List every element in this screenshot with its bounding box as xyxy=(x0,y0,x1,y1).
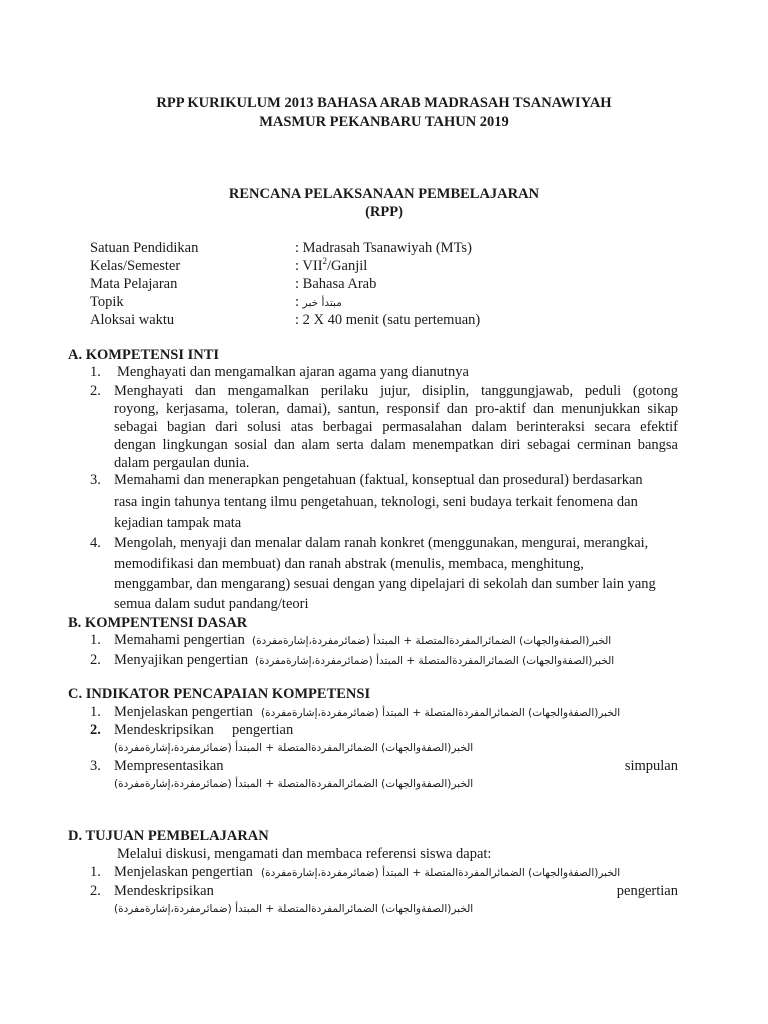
kd-item-1-arabic: الخبر(الصفةوالجهات) الضمائرالمفردةالمتصلة + المبتدأ (ضمائرمفردة،إشارةمفردة) xyxy=(252,635,612,647)
kd-item-2-number: 2. xyxy=(90,652,101,668)
identity-value-kelas: : VII$^2$/Ganjil xyxy=(295,256,368,274)
ki-item-2-line-5: dalam pergaulan dunia. xyxy=(114,455,250,471)
ki-item-3-number: 3. xyxy=(90,472,101,488)
document-subtitle: (RPP) xyxy=(365,204,403,220)
tujuan-item-2-number: 2. xyxy=(90,883,101,899)
identity-label-topik: Topik xyxy=(90,294,124,310)
identity-label-alokasi: Aloksai waktu xyxy=(90,312,175,328)
ki-item-4-line-2: memodifikasi dan membuat) dan ranah abstrak (menulis, membaca, menghitung, xyxy=(114,556,584,572)
document-header-line2: MASMUR PEKANBARU TAHUN 2019 xyxy=(259,114,509,130)
document-title: RENCANA PELAKSANAAN PEMBELAJARAN xyxy=(228,186,540,202)
identity-label-mapel: Mata Pelajaran xyxy=(90,276,178,292)
ipk-item-2-arabic: الخبر(الصفةوالجهات) الضمائرالمفردةالمتصلة + المبتدأ (ضمائرمفردة،إشارةمفردة) xyxy=(114,742,474,754)
ki-item-2-line-1: Menghayati dan mengamalkan perilaku jujur, disiplin, tanggungjawab, peduli (gotong xyxy=(114,383,678,399)
document-header-line1: RPP KURIKULUM 2013 BAHASA ARAB MADRASAH TSANAWIYAH xyxy=(156,95,612,111)
ki-item-4-number: 4. xyxy=(90,535,101,551)
ipk-item-1-number: 1. xyxy=(90,704,101,720)
ki-item-3-line-3: kejadian tampak mata xyxy=(114,515,242,531)
ki-item-2-line-4: dengan lingkungan sosial dan alam serta dalam menempatkan diri sebagai cerminan bangsa xyxy=(114,437,678,453)
ipk-item-2-number: 2. xyxy=(90,722,101,738)
tujuan-intro: Melalui diskusi, mengamati dan membaca referensi siswa dapat: xyxy=(117,846,492,862)
tujuan-item-1-text: Menjelaskan pengertian xyxy=(114,864,253,880)
identity-value-topik: : مبتدأ خبر xyxy=(295,294,342,310)
ki-item-2-line-3: sebagai bagian dari solusi atas berbagai permasalahan dalam berinteraksi secara efektif xyxy=(114,419,678,435)
ki-item-4-line-4: semua dalam sudut pandang/teori xyxy=(114,596,309,612)
tujuan-item-1-arabic: الخبر(الصفةوالجهات) الضمائرالمفردةالمتصلة + المبتدأ (ضمائرمفردة،إشارةمفردة) xyxy=(261,867,621,879)
ki-item-3-line-1: Memahami dan menerapkan pengetahuan (faktual, konseptual dan prosedural) berdasarkan xyxy=(114,472,643,488)
ipk-item-1-text: Menjelaskan pengertian xyxy=(114,704,253,720)
ki-item-2-line-2: royong, kerjasama, toleran, damai), santun, responsif dan pro-aktif dan menunjukkan sikap xyxy=(114,401,678,417)
identity-value-satuan: : Madrasah Tsanawiyah (MTs) xyxy=(295,240,472,256)
section-c-heading: C. INDIKATOR PENCAPAIAN KOMPETENSI xyxy=(68,686,371,702)
ki-item-1-number: 1. xyxy=(90,364,101,380)
ipk-item-2-text: Mendeskripsikan pengertian xyxy=(114,722,294,738)
identity-label-satuan: Satuan Pendidikan xyxy=(90,240,199,256)
tujuan-item-1-number: 1. xyxy=(90,864,101,880)
ki-item-2-number: 2. xyxy=(90,383,101,399)
ki-item-4-line-1: Mengolah, menyaji dan menalar dalam ranah konkret (menggunakan, mengurai, merangkai, xyxy=(114,535,649,551)
ipk-item-1-arabic: الخبر(الصفةوالجهات) الضمائرالمفردةالمتصلة + المبتدأ (ضمائرمفردة،إشارةمفردة) xyxy=(261,707,621,719)
ki-item-3-line-2: rasa ingin tahunya tentang ilmu pengetahuan, teknologi, seni budaya terkait fenomena dan xyxy=(114,494,638,510)
identity-value-alokasi: : 2 X 40 menit (satu pertemuan) xyxy=(295,312,481,328)
section-a-heading: A. KOMPETENSI INTI xyxy=(68,347,220,363)
ki-item-4-line-3: menggambar, dan mengarang) sesuai dengan yang dipelajari di sekolah dan sumber lain yang xyxy=(114,576,656,592)
ki-item-1-text: Menghayati dan mengamalkan ajaran agama yang dianutnya xyxy=(117,364,469,380)
identity-label-kelas: Kelas/Semester xyxy=(90,258,181,274)
ipk-item-3-number: 3. xyxy=(90,758,101,774)
section-d-heading: D. TUJUAN PEMBELAJARAN xyxy=(68,828,269,844)
identity-value-mapel: : Bahasa Arab xyxy=(295,276,377,292)
ipk-item-3-text-right: simpulan xyxy=(624,758,678,774)
tujuan-item-2-text-right: pengertian xyxy=(616,883,678,899)
tujuan-item-2-text: Mendeskripsikan xyxy=(114,883,214,899)
kd-item-2-text: Menyajikan pengertian xyxy=(114,652,249,668)
kd-item-2-arabic: الخبر(الصفةوالجهات) الضمائرالمفردةالمتصلة + المبتدأ (ضمائرمفردة،إشارةمفردة) xyxy=(255,655,615,667)
kd-item-1-text: Memahami pengertian xyxy=(114,632,245,648)
ipk-item-3-text: Mempresentasikan xyxy=(114,758,224,774)
ipk-item-3-arabic: الخبر(الصفةوالجهات) الضمائرالمفردةالمتصلة + المبتدأ (ضمائرمفردة،إشارةمفردة) xyxy=(114,778,474,790)
section-b-heading: B. KOMPENTENSI DASAR xyxy=(68,615,248,631)
tujuan-item-2-arabic: الخبر(الصفةوالجهات) الضمائرالمفردةالمتصلة + المبتدأ (ضمائرمفردة،إشارةمفردة) xyxy=(114,903,474,915)
kd-item-1-number: 1. xyxy=(90,632,101,648)
